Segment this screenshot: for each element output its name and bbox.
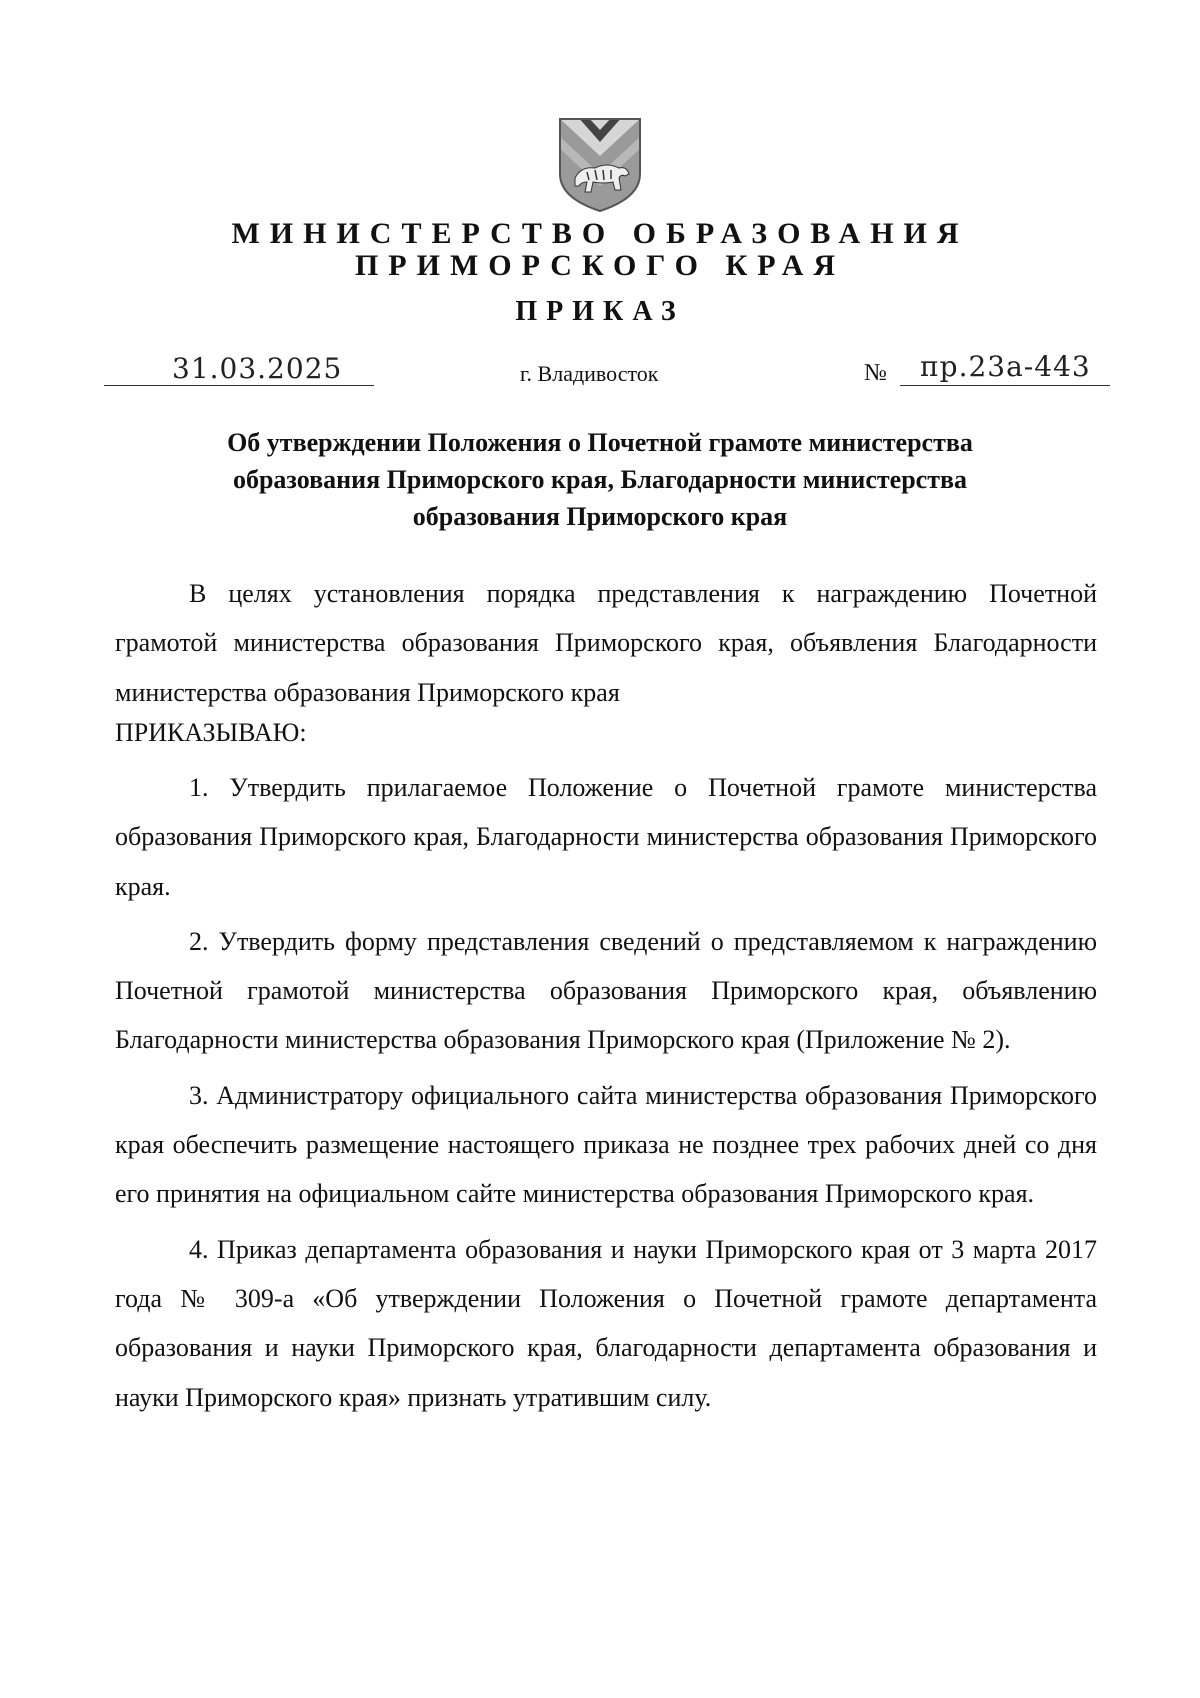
order-item: 3. Администратору официального сайта министерства образования Приморского края обеспечить размещение настоящего приказа не позднее трех рабочих дней со дня его принятия на официальном сайте министерства образования Приморского края. [115, 1080, 1097, 1209]
order-item: 1. Утвердить прилагаемое Положение о Почетной грамоте министерства образования Приморского края, Благодарности министерства образования Приморского края. [115, 773, 1097, 901]
order-city: г. Владивосток [520, 361, 659, 386]
ministry-name-line1: МИНИСТЕРСТВО ОБРАЗОВАНИЯ [231, 217, 969, 250]
primorsky-krai-coat-of-arms-icon [557, 116, 643, 214]
ministry-name-line2: ПРИМОРСКОГО КРАЯ [354, 249, 846, 282]
intro-paragraph: В целях установления порядка представления к награждению Почетной грамотой министерства образования Приморского края, объявления Благодарности министерства образования Приморского края [115, 579, 1097, 707]
number-sign: № [864, 360, 887, 386]
document-type-title: ПРИКАЗ [515, 296, 685, 327]
order-word: ПРИКАЗЫВАЮ: [115, 718, 307, 747]
order-item: 4. Приказ департамента образования и науки Приморского края от 3 марта 2017 года № 309-а «Об утверждении Положения о Почетной грамоте департамента образования и науки Приморского края, благодарности департамента образования и науки Приморского края» признать утратившим силу. [115, 1234, 1097, 1412]
number-underline [900, 385, 1110, 386]
order-date: 31.03.2025 [172, 352, 343, 385]
subject-line: образования Приморского края [412, 502, 788, 531]
order-subject [0, 424, 1200, 535]
order-number: пр.23а-443 [920, 350, 1091, 383]
subject-line: Об утверждении Положения о Почетной грамоте министерства [227, 428, 973, 457]
order-items [115, 763, 1097, 1422]
subject-line: образования Приморского края, Благодарности министерства [232, 465, 968, 494]
date-underline [104, 385, 374, 386]
intro-paragraph-block [115, 569, 1097, 717]
order-item: 2. Утвердить форму представления сведений о представляемом к награждению Почетной грамотой министерства образования Приморского края, объявлению Благодарности министерства образования Приморского края (Приложение № 2). [115, 926, 1097, 1055]
